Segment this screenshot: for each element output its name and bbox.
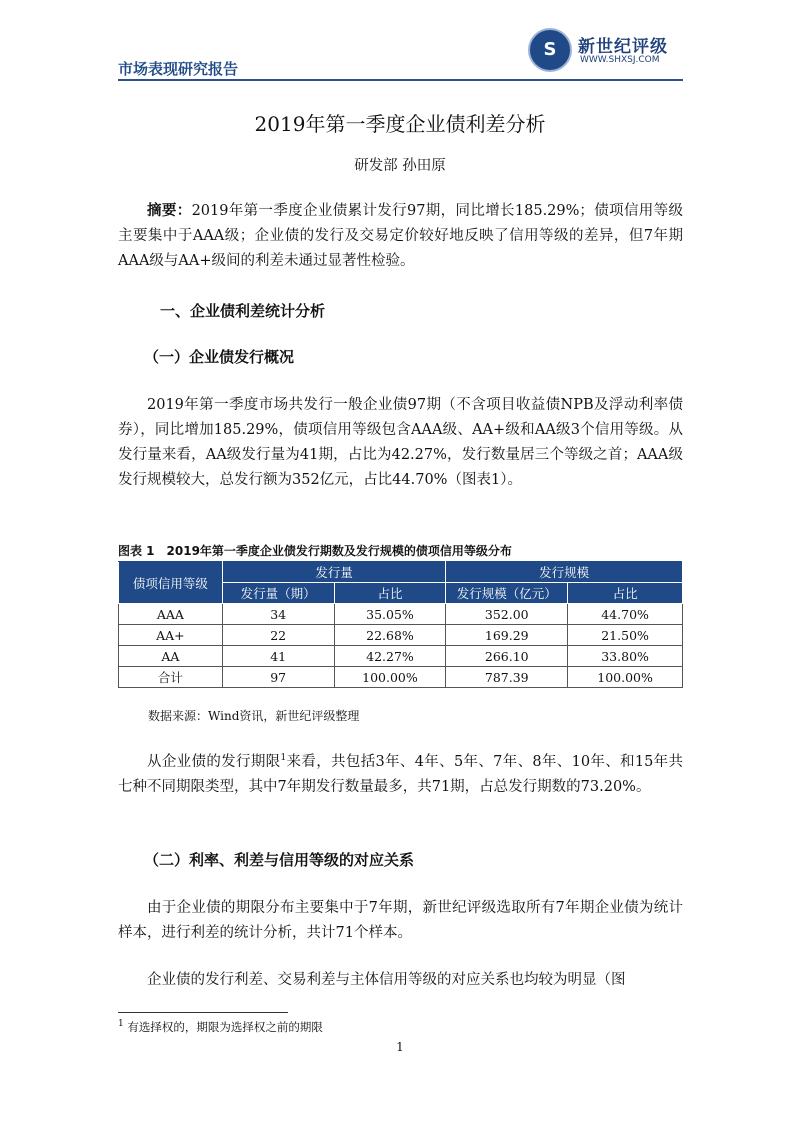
cell-scale: 169.29 [446,625,568,646]
footnote [118,1019,323,1035]
subsection-heading-1: （一）企业债发行概况 [144,348,295,366]
cell-share-volume: 22.68% [334,625,446,646]
logo-seal-icon [528,28,572,72]
footnote-ref: 1 [280,753,287,763]
cell-share-volume: 35.05% [334,604,446,625]
figure-caption: 图表 1 2019年第一季度企业债发行期数及发行规模的债项信用等级分布 [118,544,512,558]
logo-name: 新世纪评级 [578,37,668,57]
header-group-volume: 发行量 [222,562,446,583]
cell-rating: AA [119,646,223,667]
logo-seal-letter: S [543,39,557,60]
subsection-heading-2: （二）利率、利差与信用等级的对应关系 [144,851,415,869]
paragraph-maturity [118,746,683,800]
author-line: 研发部 孙田原 [354,158,446,174]
cell-rating: AAA [119,604,223,625]
cell-volume: 97 [222,667,334,688]
header-scale: 发行规模（亿元） [446,583,568,604]
cell-share-volume: 42.27% [334,646,446,667]
header-share-volume: 占比 [334,583,446,604]
table-row [119,604,683,625]
cell-share-scale: 21.50% [568,625,683,646]
cell-rating: 合计 [119,667,223,688]
header-divider [118,79,683,81]
company-logo [528,28,688,72]
cell-share-scale: 100.00% [568,667,683,688]
cell-volume: 34 [222,604,334,625]
table-row [119,625,683,646]
cell-share-scale: 44.70% [568,604,683,625]
cell-rating: AA+ [119,625,223,646]
paragraph-sample: 由于企业债的期限分布主要集中于7年期，新世纪评级选取所有7年期企业债为统计样本，进行利差的统计分析，共计71个样本。 [118,900,683,941]
paragraph-issuance-overview: 2019年第一季度市场共发行一般企业债97期（不含项目收益债NPB及浮动利率债券），同比增加185.29%，债项信用等级包含AAA级、AA+级和AA级3个信用等级。从发行量来看，AA级发行量为41期，占比为42.27%，发行数量居三个等级之首；AAA级发行规模较大，总发行额为352亿元，占比44.70%（图表1）。 [118,397,683,488]
cell-volume: 22 [222,625,334,646]
abstract-label: 摘要： [147,202,192,219]
header-share-scale: 占比 [568,583,683,604]
data-source-note: 数据来源：Wind资讯，新世纪评级整理 [148,709,360,723]
header-group-scale: 发行规模 [446,562,683,583]
table-row-total [119,667,683,688]
table-row [119,646,683,667]
paragraph-maturity-text-b: 来看，共包括3年、4年、5年、7年、8年、10年、和15年共七种不同期限类型，其中7年期发行数量最多，共71期，占总发行期数的73.20%。 [118,753,684,795]
document-title: 2019年第一季度企业债利差分析 [254,112,546,136]
footnote-text: 有选择权的，期限为选择权之前的期限 [127,1020,323,1034]
cell-volume: 41 [222,646,334,667]
header-rating: 债项信用等级 [119,562,223,604]
cell-scale: 266.10 [446,646,568,667]
paragraph-spread-relation: 企业债的发行利差、交易利差与主体信用等级的对应关系也均较为明显（图 [147,972,626,988]
rating-distribution-table [118,561,683,688]
cell-share-volume: 100.00% [334,667,446,688]
header-volume: 发行量（期） [222,583,334,604]
abstract-text: 2019年第一季度企业债累计发行97期，同比增长185.29%；债项信用等级主要集中于AAA级；企业债的发行及交易定价较好地反映了信用等级的差异，但7年期AAA级与AA+级间的利差未通过显著性检验。 [118,203,684,269]
cell-scale: 352.00 [446,604,568,625]
cell-share-scale: 33.80% [568,646,683,667]
footnote-mark: 1 [118,1019,124,1030]
page-number: 1 [396,1040,404,1054]
abstract [118,198,683,274]
paragraph-maturity-text-a: 从企业债的发行期限 [147,753,281,770]
footnote-divider [118,1012,288,1013]
report-series-title: 市场表现研究报告 [118,60,239,78]
cell-scale: 787.39 [446,667,568,688]
logo-url: WWW.SHXSJ.COM [580,55,660,65]
section-heading-1: 一、企业债利差统计分析 [160,302,326,320]
